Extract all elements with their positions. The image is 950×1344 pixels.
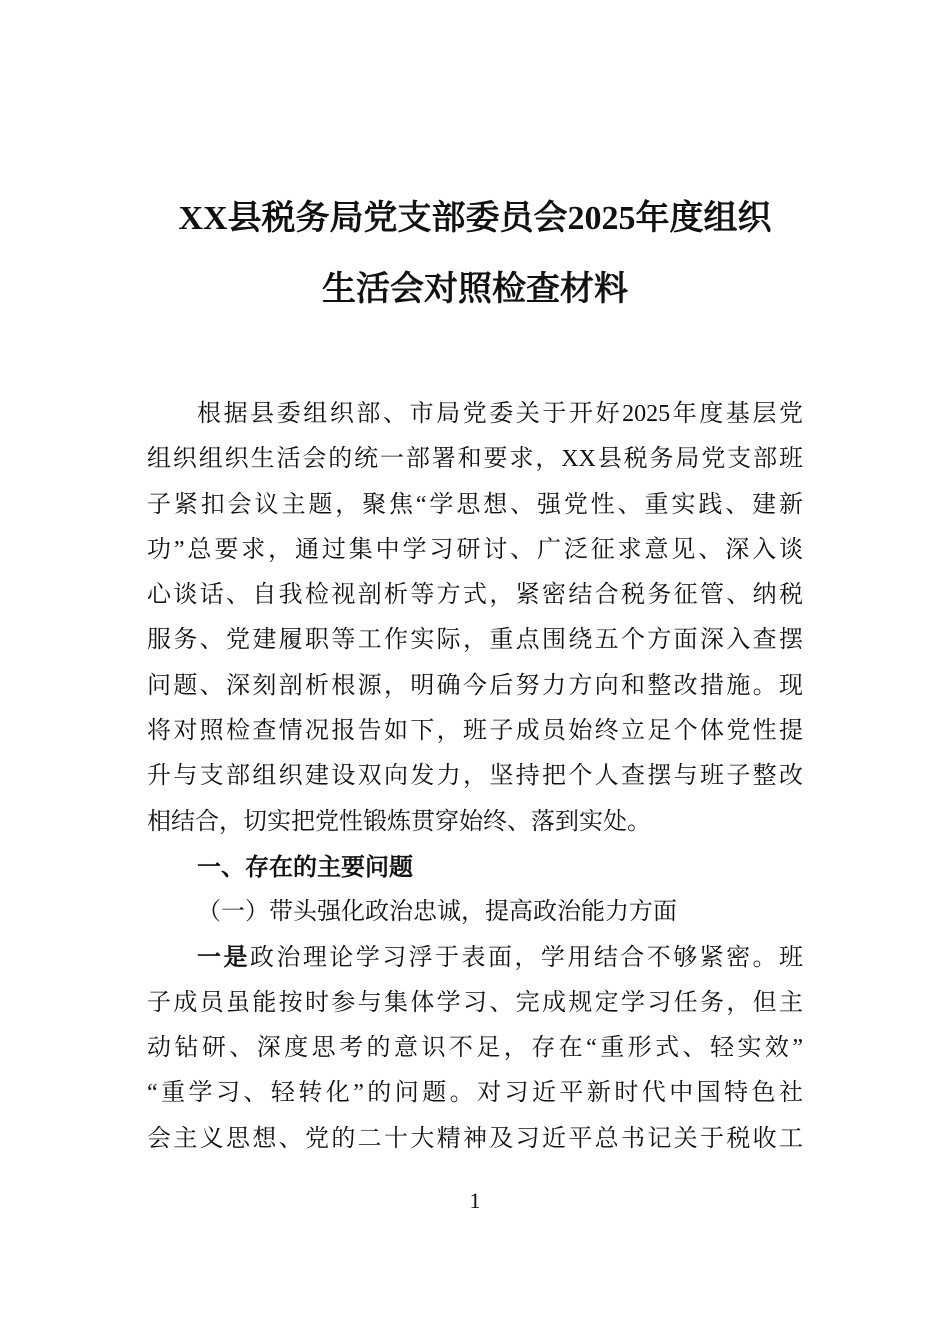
point-paragraph	[147, 936, 803, 1162]
subsection-heading: （一）带头强化政治忠诚，提高政治能力方面	[197, 899, 677, 926]
document-title	[0, 183, 950, 325]
text-line: 根据县委组织部、市局党委关于开好2025年度基层党	[197, 401, 803, 427]
text-line	[147, 936, 803, 981]
text-line: 将对照检查情况报告如下，班子成员始终立足个体党性提	[147, 718, 803, 745]
text-line: 服务、党建履职等工作实际，重点围绕五个方面深入查摆	[147, 627, 803, 654]
text-line: 问题、深刻剖析根源，明确今后努力方向和整改措施。现	[147, 672, 803, 699]
text-line: 组织组织生活会的统一部署和要求，XX县税务局党支部班	[147, 446, 803, 473]
text-line: 升与支部组织建设双向发力，坚持把个人查摆与班子整改	[147, 763, 803, 790]
text-line: 子成员虽能按时参与集体学习、完成规定学习任务，但主	[147, 989, 803, 1016]
text-line: 相结合，切实把党性锻炼贯穿始终、落到实处。	[147, 808, 651, 835]
text-line: 心谈话、自我检视剖析等方式，紧密结合税务征管、纳税	[147, 582, 803, 609]
point-lead: 一是	[197, 944, 250, 971]
document-body	[147, 392, 803, 1162]
title-line-1: XX县税务局党支部委员会2025年度组织	[178, 200, 772, 237]
text-line: “重学习、轻转化”的问题。对习近平新时代中国特色社	[147, 1080, 803, 1107]
text-line: 功”总要求，通过集中学习研讨、广泛征求意见、深入谈	[147, 536, 803, 563]
text-line: 子紧扣会议主题，聚焦“学思想、强党性、重实践、建新	[147, 491, 803, 518]
page-number: 1	[469, 1188, 481, 1213]
point-first-line: 政治理论学习浮于表面，学用结合不够紧密。班	[249, 944, 804, 971]
title-line-2: 生活会对照检查材料	[322, 271, 628, 308]
section-heading: 一、存在的主要问题	[197, 853, 413, 881]
text-line: 会主义思想、党的二十大精神及习近平总书记关于税收工	[147, 1125, 803, 1152]
intro-paragraph	[147, 392, 803, 845]
text-line: 动钻研、深度思考的意识不足，存在“重形式、轻实效”	[147, 1035, 803, 1062]
